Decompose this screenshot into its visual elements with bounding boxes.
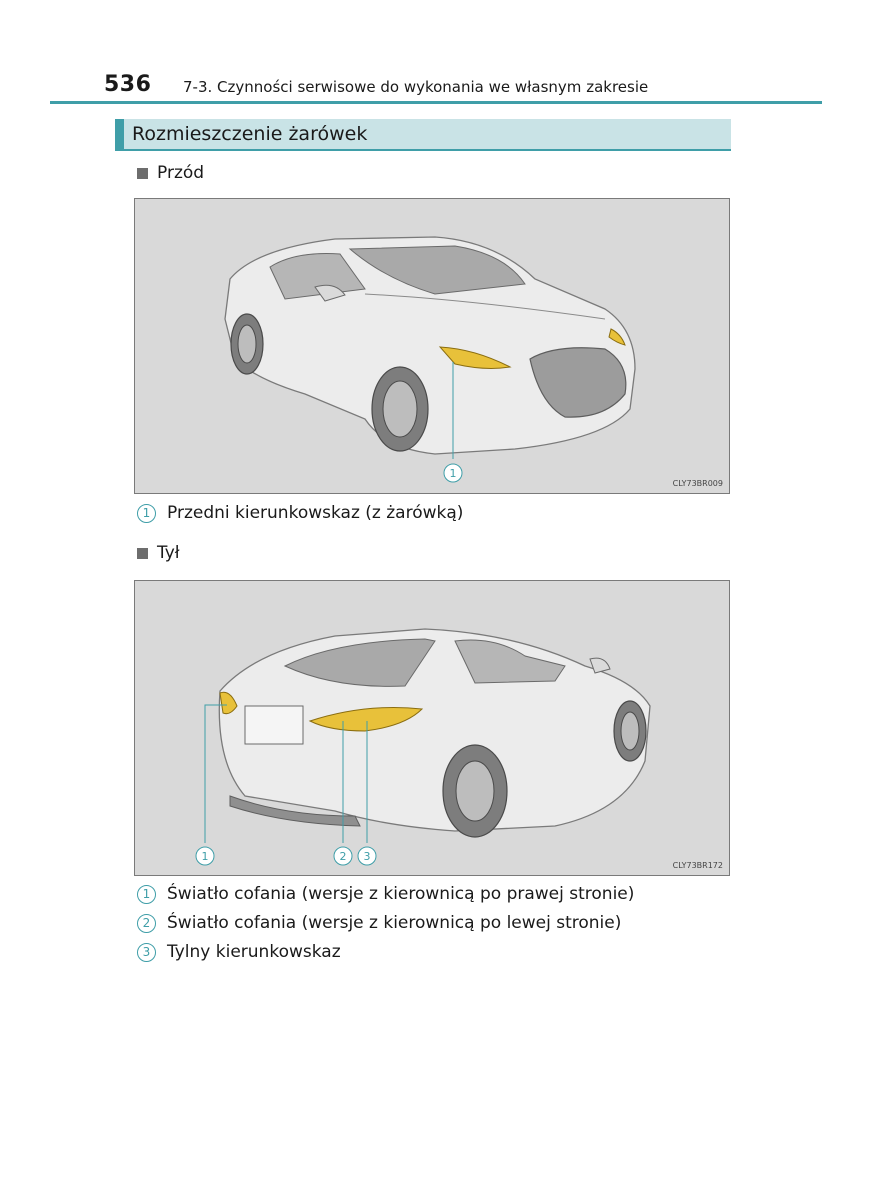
number-circle-icon: 3 xyxy=(137,943,156,962)
rear-car-illustration xyxy=(135,581,730,876)
section-accent xyxy=(115,119,124,149)
rear-callout-2: 2 xyxy=(339,850,347,863)
rear-callout-3: 3 xyxy=(363,850,371,863)
front-heading-label: Przód xyxy=(157,163,205,183)
rear-figure xyxy=(134,580,730,876)
number-circle-icon: 1 xyxy=(137,504,156,523)
rear-callout-1: 1 xyxy=(201,850,209,863)
front-figure-code: CLY73BR009 xyxy=(672,479,723,488)
front-car-illustration xyxy=(135,199,730,494)
rear-heading-label: Tył xyxy=(157,543,180,563)
page-number: 536 xyxy=(104,72,152,97)
rear-figure-code: CLY73BR172 xyxy=(672,861,723,870)
section-title: Rozmieszczenie żarówek xyxy=(132,123,368,145)
rear-caption-2-text: Światło cofania (wersje z kierownicą po lewej stronie) xyxy=(167,913,622,933)
rear-caption-2 xyxy=(137,913,621,933)
rear-heading xyxy=(137,543,180,563)
bullet-square-icon xyxy=(137,168,148,179)
chapter-title: 7-3. Czynności serwisowe do wykonania we własnym zakresie xyxy=(183,78,649,96)
rear-caption-1 xyxy=(137,884,634,904)
bullet-square-icon xyxy=(137,548,148,559)
section-bar xyxy=(115,119,731,151)
page-header xyxy=(0,0,877,110)
number-circle-icon: 1 xyxy=(137,885,156,904)
header-rule xyxy=(50,101,822,104)
number-circle-icon: 2 xyxy=(137,914,156,933)
rear-caption-1-text: Światło cofania (wersje z kierownicą po prawej stronie) xyxy=(167,884,635,904)
rear-caption-3-text: Tylny kierunkowskaz xyxy=(167,942,341,962)
rear-caption-3 xyxy=(137,942,341,962)
front-heading xyxy=(137,163,204,183)
front-callout-1: 1 xyxy=(449,467,457,480)
front-figure xyxy=(134,198,730,494)
front-caption-1-text: Przedni kierunkowskaz (z żarówką) xyxy=(167,503,464,523)
front-caption-1 xyxy=(137,503,463,523)
